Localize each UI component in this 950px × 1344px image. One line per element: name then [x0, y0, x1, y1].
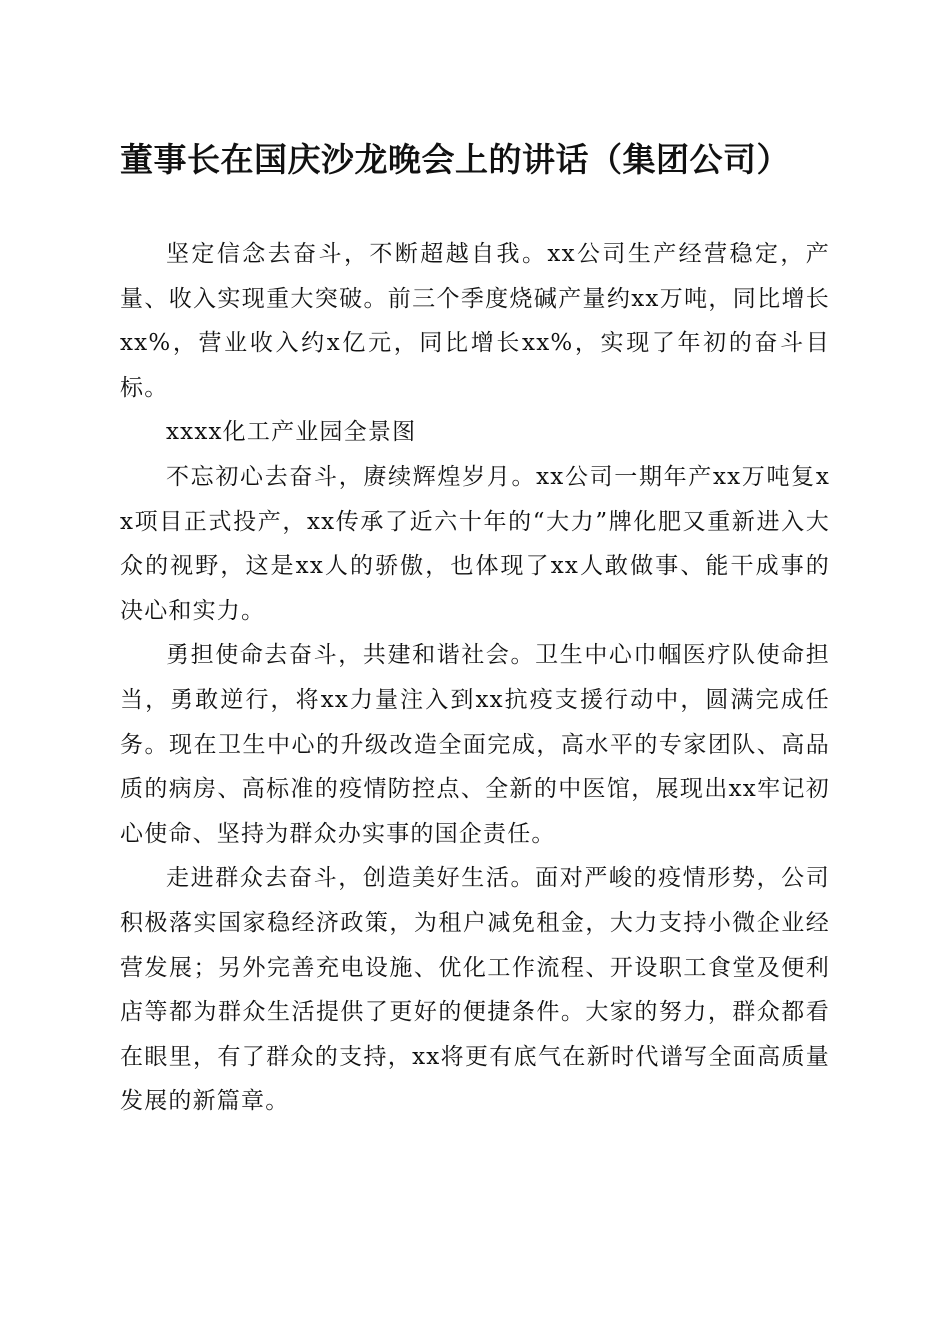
paragraph-1: 坚定信念去奋斗，不断超越自我。xx公司生产经营稳定，产量、收入实现重大突破。前三个季度烧碱产量约xx万吨，同比增长xx%，营业收入约x亿元，同比增长xx%，实现了年初的奋斗目标。 [120, 241, 830, 401]
paragraph-2: 不忘初心去奋斗，赓续辉煌岁月。xx公司一期年产xx万吨复xx项目正式投产，xx传承了近六十年的“大力”牌化肥又重新进入大众的视野，这是xx人的骄傲，也体现了xx人敢做事、能干成事的决心和实力。 [120, 463, 830, 624]
document-title: 董事长在国庆沙龙晚会上的讲话（集团公司） [120, 140, 790, 179]
paragraph-4: 走进群众去奋斗，创造美好生活。面对严峻的疫情形势，公司积极落实国家稳经济政策，为租户减免租金，大力支持小微企业经营发展；另外完善充电设施、优化工作流程、开设职工食堂及便利店等都为群众生活提供了更好的便捷条件。大家的努力，群众都看在眼里，有了群众的支持，xx将更有底气在新时代谱写全面高质量发展的新篇章。 [120, 865, 830, 1115]
document-body [120, 232, 830, 1124]
paragraph-3: 勇担使命去奋斗，共建和谐社会。卫生中心巾帼医疗队使命担当，勇敢逆行，将xx力量注入到xx抗疫支援行动中，圆满完成任务。现在卫生中心的升级改造全面完成，高水平的专家团队、高品质的病房、高标准的疫情防控点、全新的中医馆，展现出xx牢记初心使命、坚持为群众办实事的国企责任。 [120, 642, 830, 847]
image-caption: xxxx化工产业园全景图 [166, 419, 417, 446]
